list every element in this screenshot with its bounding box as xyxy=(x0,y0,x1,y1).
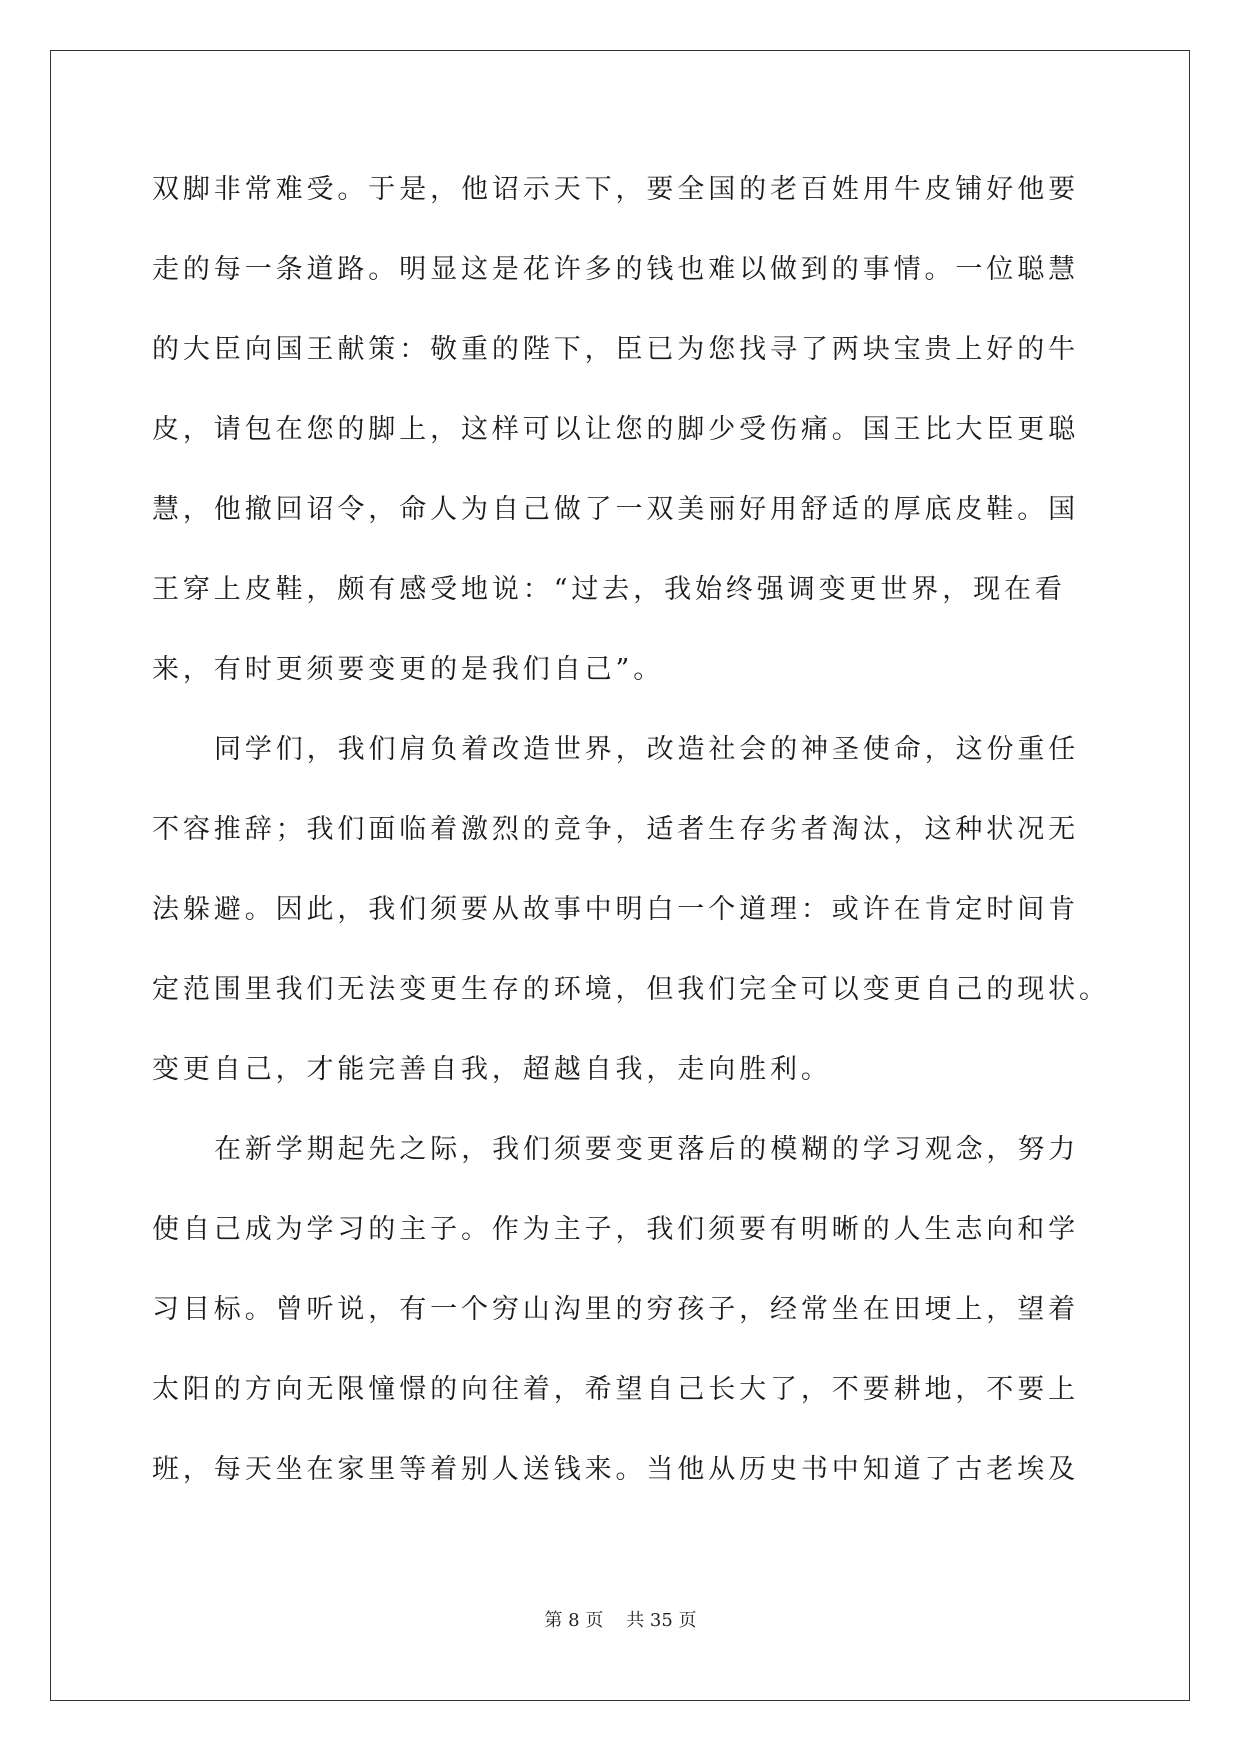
text-line: 皮，请包在您的脚上，这样可以让您的脚少受伤痛。国王比大臣更聪 xyxy=(152,414,1079,445)
text-line: 双脚非常难受。于是，他诏示天下，要全国的老百姓用牛皮铺好他要 xyxy=(152,174,1079,205)
text-line: 班，每天坐在家里等着别人送钱来。当他从历史书中知道了古老埃及 xyxy=(152,1454,1079,1485)
text-line: 在新学期起先之际，我们须要变更落后的模糊的学习观念，努力 xyxy=(214,1134,1080,1165)
text-line: 的大臣向国王献策：敬重的陛下，臣已为您找寻了两块宝贵上好的牛 xyxy=(152,334,1079,365)
text-line: 走的每一条道路。明显这是花许多的钱也难以做到的事情。一位聪慧 xyxy=(152,254,1079,285)
text-line: 不容推辞；我们面临着激烈的竞争，适者生存劣者淘汰，这种状况无 xyxy=(152,814,1079,845)
text-line: 来，有时更须要变更的是我们自己”。 xyxy=(152,654,665,685)
text-line: 法躲避。因此，我们须要从故事中明白一个道理：或许在肯定时间肯 xyxy=(152,894,1079,925)
text-line: 定范围里我们无法变更生存的环境，但我们完全可以变更自己的现状。 xyxy=(152,974,1110,1005)
text-line: 使自己成为学习的主子。作为主子，我们须要有明晰的人生志向和学 xyxy=(152,1214,1079,1245)
text-line: 慧，他撤回诏令，命人为自己做了一双美丽好用舒适的厚底皮鞋。国 xyxy=(152,494,1079,525)
text-line: 太阳的方向无限憧憬的向往着，希望自己长大了，不要耕地，不要上 xyxy=(152,1374,1079,1405)
text-line: 习目标。曾听说，有一个穷山沟里的穷孩子，经常坐在田埂上，望着 xyxy=(152,1294,1079,1325)
text-line: 变更自己，才能完善自我，超越自我，走向胜利。 xyxy=(152,1054,832,1085)
text-line: 王穿上皮鞋，颇有感受地说：“过去，我始终强调变更世界，现在看 xyxy=(152,574,1066,605)
text-line: 同学们，我们肩负着改造世界，改造社会的神圣使命，这份重任 xyxy=(214,734,1080,765)
page-number-footer: 第 8 页 共 35 页 xyxy=(544,1610,697,1631)
